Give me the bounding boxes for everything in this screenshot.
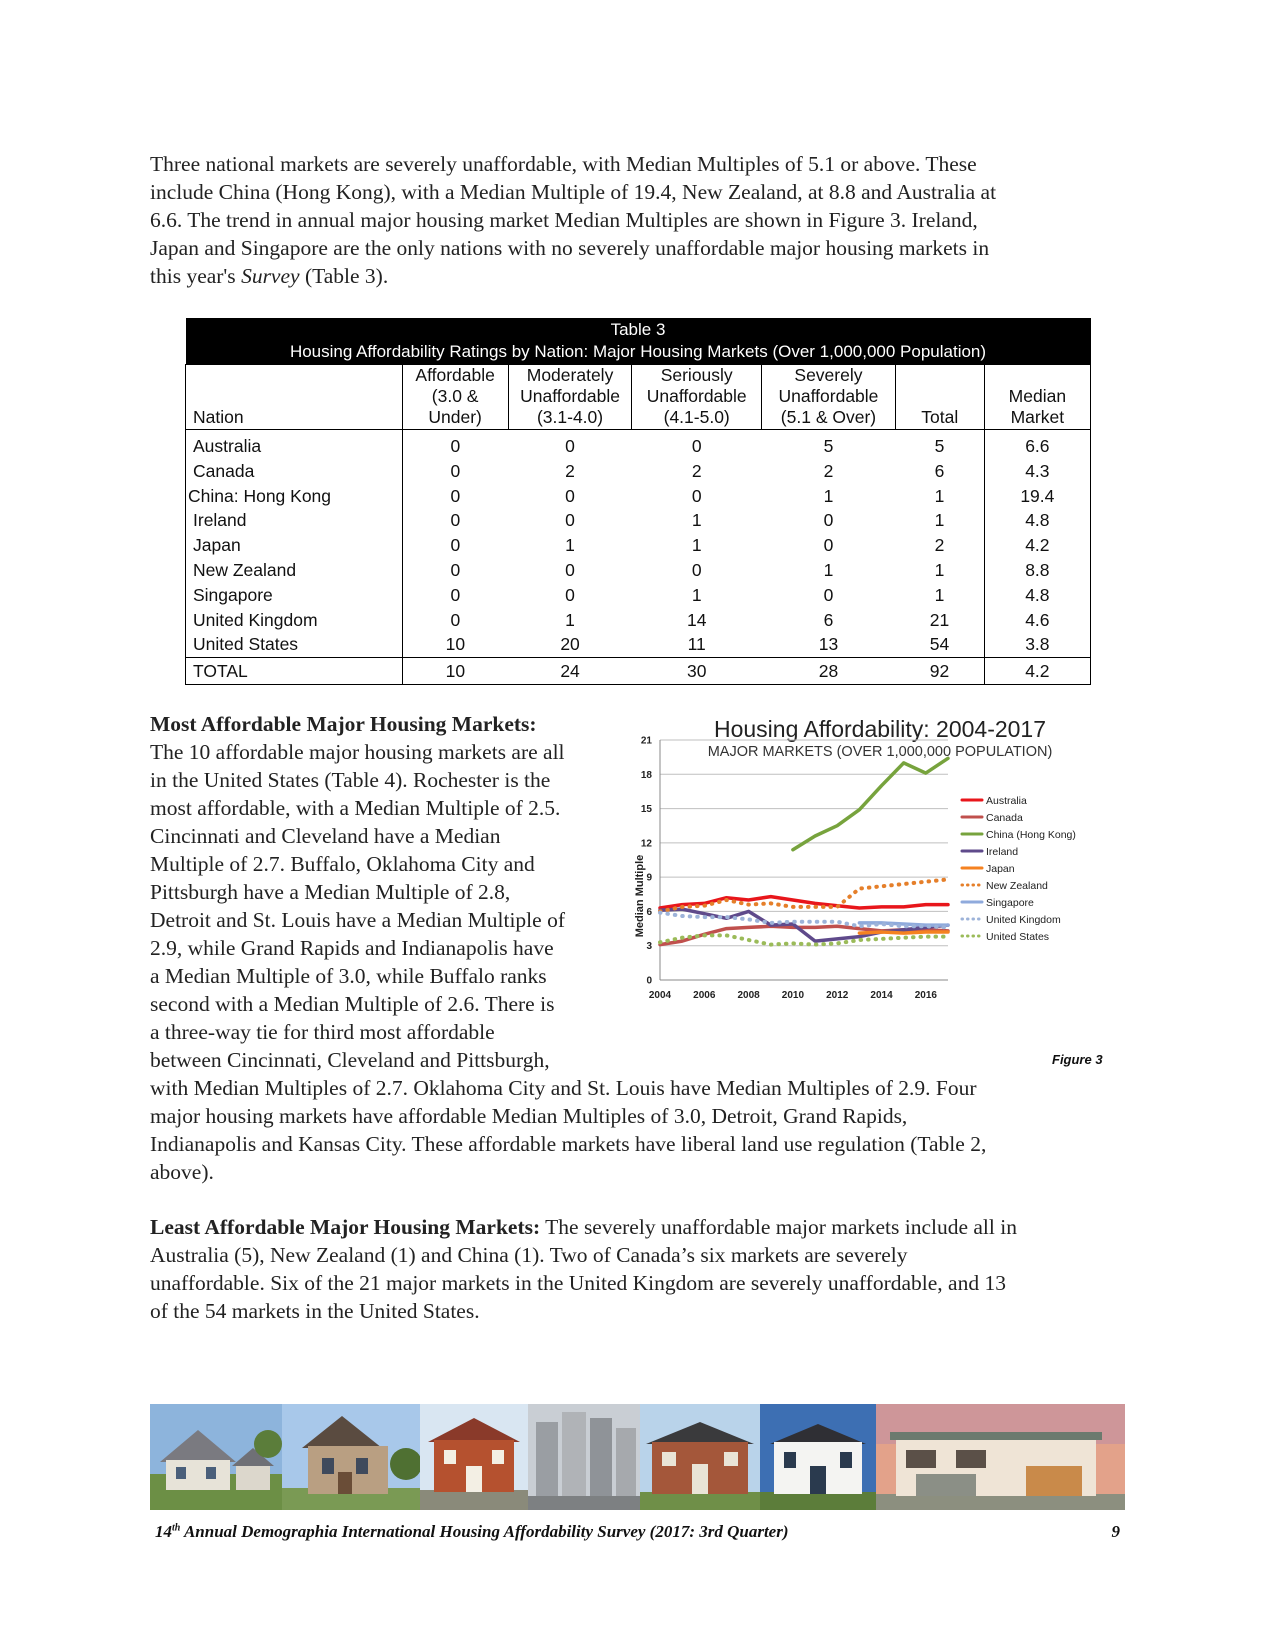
cell: 4.3 bbox=[984, 459, 1090, 484]
cell: 0 bbox=[450, 609, 461, 630]
cell-nation: New Zealand bbox=[186, 558, 403, 583]
table-row bbox=[186, 484, 1091, 509]
legend-label: China (Hong Kong) bbox=[986, 829, 1076, 841]
cell-nation: Australia bbox=[186, 430, 403, 459]
house-photo-strip bbox=[150, 1404, 1125, 1510]
x-tick-label: 2010 bbox=[781, 990, 805, 1001]
y-tick-label: 15 bbox=[640, 804, 652, 816]
cell-nation: Ireland bbox=[186, 508, 403, 533]
header-line: Unaffordable bbox=[646, 386, 747, 406]
chart-axes bbox=[641, 736, 948, 1002]
intro-line: Three national markets are severely unaffordable, with Median Multiples of 5.1 or above. These bbox=[150, 152, 977, 176]
house-photo-5 bbox=[760, 1404, 876, 1510]
col-header-seriously bbox=[632, 365, 762, 430]
body-line: with Median Multiples of 2.7. Oklahoma City and St. Louis have Median Multiples of 2.9. Four bbox=[150, 1076, 977, 1100]
y-tick-label: 21 bbox=[640, 735, 652, 747]
cell: 1 bbox=[691, 535, 702, 556]
cell: 1 bbox=[934, 559, 945, 580]
col-header-severely bbox=[762, 365, 896, 430]
col-header-total: Total bbox=[895, 365, 984, 430]
intro-line: Japan and Singapore are the only nations with no severely unaffordable major housing markets in bbox=[150, 236, 990, 260]
cell-nation: United Kingdom bbox=[186, 608, 403, 633]
cell: 4.2 bbox=[984, 658, 1090, 685]
cell-nation: TOTAL bbox=[186, 658, 403, 685]
y-tick-label: 6 bbox=[646, 906, 652, 918]
body-line: Detroit and St. Louis have a Median Multiple of bbox=[150, 908, 565, 932]
cell: 0 bbox=[450, 535, 461, 556]
legend-label: United States bbox=[986, 931, 1050, 943]
cell: 0 bbox=[691, 559, 702, 580]
cell: 0 bbox=[450, 436, 461, 456]
legend-label: Japan bbox=[986, 863, 1015, 875]
housing-affordability-chart bbox=[630, 712, 1130, 1072]
chart-title: Housing Affordability: 2004-2017 bbox=[713, 716, 1047, 742]
y-tick-label: 12 bbox=[640, 838, 652, 850]
chart-subtitle: MAJOR MARKETS (OVER 1,000,000 POPULATION) bbox=[707, 744, 1053, 760]
page-number: 9 bbox=[1111, 1522, 1120, 1541]
body-text: The severely unaffordable major markets include all in bbox=[540, 1215, 1017, 1239]
series-line-japan bbox=[859, 932, 948, 933]
cell: 0 bbox=[450, 510, 461, 531]
body-line: a three-way tie for third most affordable bbox=[150, 1020, 495, 1044]
body-line: The 10 affordable major housing markets are all bbox=[150, 740, 565, 764]
cell: 1 bbox=[934, 485, 945, 506]
cell: 0 bbox=[450, 460, 461, 481]
house-photo-4 bbox=[640, 1404, 760, 1510]
header-line: Median bbox=[1008, 386, 1067, 406]
intro-text: (Table 3). bbox=[299, 264, 389, 288]
cell: 1 bbox=[565, 535, 575, 556]
cell: 0 bbox=[691, 436, 702, 456]
header-line: Affordable bbox=[415, 365, 495, 385]
body-line: of the 54 markets in the United States. bbox=[150, 1299, 480, 1323]
header-line: Market bbox=[1010, 407, 1065, 427]
cell: 92 bbox=[895, 658, 984, 685]
header-line: Unaffordable bbox=[778, 386, 879, 406]
table-body bbox=[186, 430, 1091, 658]
cell: 3.8 bbox=[984, 632, 1090, 657]
cell-nation: Singapore bbox=[186, 583, 403, 608]
cell: 28 bbox=[762, 658, 896, 685]
cell: 30 bbox=[632, 658, 762, 685]
col-header-moderately bbox=[508, 365, 632, 430]
col-header-affordable bbox=[402, 365, 508, 430]
body-line: 2.9, while Grand Rapids and Indianapolis have bbox=[150, 936, 554, 960]
cell: 4.2 bbox=[984, 533, 1090, 558]
x-tick-label: 2006 bbox=[693, 990, 716, 1001]
intro-text: this year's bbox=[150, 264, 242, 288]
cell: 1 bbox=[565, 609, 575, 630]
body-line: second with a Median Multiple of 2.6. There is bbox=[150, 992, 555, 1016]
cell: 6 bbox=[934, 460, 945, 481]
body-line: Australia (5), New Zealand (1) and China (1). Two of Canada’s six markets are severely bbox=[150, 1243, 908, 1267]
intro-paragraph bbox=[150, 150, 1110, 290]
cell: 0 bbox=[691, 485, 702, 506]
body-line: Indianapolis and Kansas City. These affordable markets have liberal land use regulation (Table 2, bbox=[150, 1132, 987, 1156]
intro-line: include China (Hong Kong), with a Median Multiple of 19.4, New Zealand, at 8.8 and Australia at bbox=[150, 180, 997, 204]
house-photo-2 bbox=[282, 1404, 420, 1510]
table-row bbox=[186, 533, 1091, 558]
house-photo-1 bbox=[150, 1404, 282, 1510]
cell: 10 bbox=[402, 658, 508, 685]
cell-nation: Japan bbox=[186, 533, 403, 558]
footer-title bbox=[155, 1522, 789, 1541]
col-header-nation: Nation bbox=[186, 365, 403, 430]
cell: 4.8 bbox=[984, 508, 1090, 533]
cell-nation: Canada bbox=[186, 459, 403, 484]
legend-label: Ireland bbox=[986, 846, 1019, 858]
cell: 0 bbox=[450, 485, 461, 506]
x-tick-label: 2016 bbox=[914, 990, 937, 1001]
table-row bbox=[186, 508, 1091, 533]
cell: 5 bbox=[823, 436, 834, 456]
section-heading: Least Affordable Major Housing Markets: bbox=[150, 1215, 541, 1239]
cell: 4.6 bbox=[984, 608, 1090, 633]
legend-label: New Zealand bbox=[986, 880, 1048, 892]
legend-label: Singapore bbox=[986, 897, 1034, 909]
y-tick-label: 0 bbox=[646, 975, 652, 987]
body-line: in the United States (Table 4). Rochester is the bbox=[150, 768, 551, 792]
header-line: Unaffordable bbox=[520, 386, 620, 406]
cell: 6 bbox=[823, 609, 834, 630]
cell: 11 bbox=[687, 634, 706, 655]
cell: 1 bbox=[823, 485, 834, 506]
body-line: above). bbox=[150, 1160, 214, 1184]
cell: 1 bbox=[691, 584, 702, 605]
cell: 21 bbox=[929, 609, 950, 630]
y-tick-label: 18 bbox=[640, 769, 652, 781]
cell: 0 bbox=[565, 436, 575, 456]
body-line: Multiple of 2.7. Buffalo, Oklahoma City and bbox=[150, 852, 535, 876]
chart-series-group bbox=[660, 758, 948, 944]
table-row bbox=[186, 583, 1091, 608]
cell: 2 bbox=[823, 460, 834, 481]
cell: 0 bbox=[450, 559, 461, 580]
y-tick-label: 3 bbox=[646, 941, 652, 953]
header-line: Under) bbox=[428, 407, 482, 427]
cell: 13 bbox=[818, 634, 839, 655]
cell: 0 bbox=[565, 510, 575, 531]
table-header-row bbox=[186, 365, 1091, 430]
body-line: major housing markets have affordable Median Multiples of 3.0, Detroit, Grand Rapids, bbox=[150, 1104, 908, 1128]
most-affordable-continued bbox=[150, 1074, 1110, 1186]
cell: 54 bbox=[929, 634, 950, 655]
cell: 19.4 bbox=[984, 484, 1090, 509]
cell: 24 bbox=[508, 658, 632, 685]
cell: 10 bbox=[445, 634, 466, 655]
body-line: between Cincinnati, Cleveland and Pittsburgh, bbox=[150, 1048, 550, 1072]
header-line: Severely bbox=[794, 365, 863, 385]
cell: 0 bbox=[565, 485, 575, 506]
x-tick-label: 2014 bbox=[870, 990, 893, 1001]
most-affordable-section bbox=[150, 710, 620, 1074]
cell: 4.8 bbox=[984, 583, 1090, 608]
cell: 0 bbox=[823, 584, 834, 605]
table-title: Table 3 bbox=[186, 318, 1091, 340]
x-tick-label: 2012 bbox=[826, 990, 849, 1001]
cell: 2 bbox=[691, 460, 702, 481]
series-line-china-hong-kong bbox=[793, 758, 948, 849]
col-header-median bbox=[984, 365, 1090, 430]
table-subtitle: Housing Affordability Ratings by Nation: Major Housing Markets (Over 1,000,000 Population) bbox=[186, 340, 1091, 365]
series-line-singapore bbox=[859, 923, 948, 925]
cell-nation: United States bbox=[186, 632, 403, 657]
cell: 14 bbox=[686, 609, 707, 630]
cell: 6.6 bbox=[984, 430, 1090, 459]
apartment-towers-photo bbox=[528, 1404, 640, 1510]
intro-line bbox=[150, 262, 1110, 290]
legend-label: Australia bbox=[986, 795, 1027, 807]
table-row bbox=[186, 608, 1091, 633]
x-tick-label: 2004 bbox=[648, 990, 672, 1001]
header-line: (3.0 & bbox=[431, 386, 479, 406]
cell: 0 bbox=[450, 584, 461, 605]
footer-text: Annual Demographia International Housing Affordability Survey (2017: 3rd Quarter) bbox=[180, 1522, 789, 1541]
header-line: (5.1 & Over) bbox=[780, 407, 877, 427]
cell: 1 bbox=[823, 559, 834, 580]
least-affordable-section bbox=[150, 1213, 1130, 1325]
cell: 1 bbox=[691, 510, 702, 531]
cell: 1 bbox=[934, 510, 945, 531]
y-tick-label: 9 bbox=[646, 872, 652, 884]
series-line-united-states bbox=[660, 935, 948, 944]
cell: 20 bbox=[560, 634, 580, 655]
chart-legend bbox=[962, 795, 1076, 943]
section-heading: Most Affordable Major Housing Markets: bbox=[150, 712, 537, 736]
cell: 2 bbox=[934, 535, 945, 556]
header-line: Seriously bbox=[660, 365, 733, 385]
table-row bbox=[186, 459, 1091, 484]
header-line: (3.1-4.0) bbox=[536, 407, 604, 427]
legend-label: Canada bbox=[986, 812, 1023, 824]
figure-label: Figure 3 bbox=[1052, 1052, 1103, 1067]
cell: 0 bbox=[823, 510, 834, 531]
intro-emphasis: Survey bbox=[241, 264, 300, 288]
legend-label: United Kingdom bbox=[986, 914, 1061, 926]
footer-superscript: th bbox=[172, 1522, 181, 1534]
header-line: Moderately bbox=[526, 365, 614, 385]
body-line: a Median Multiple of 3.0, while Buffalo ranks bbox=[150, 964, 547, 988]
body-line: most affordable, with a Median Multiple of 2.5. bbox=[150, 796, 561, 820]
cell-nation: China: Hong Kong bbox=[186, 484, 403, 509]
chart-grid bbox=[660, 740, 948, 980]
table-row bbox=[186, 558, 1091, 583]
cell: 1 bbox=[934, 584, 945, 605]
cell: 5 bbox=[934, 436, 945, 456]
table-row bbox=[186, 632, 1091, 657]
table-row bbox=[186, 430, 1091, 459]
page-footer bbox=[155, 1522, 1120, 1542]
body-line: Cincinnati and Cleveland have a Median bbox=[150, 824, 501, 848]
body-line: Pittsburgh have a Median Multiple of 2.8, bbox=[150, 880, 511, 904]
y-axis-label: Median Multiple bbox=[634, 854, 646, 938]
table-total-row bbox=[186, 658, 1091, 685]
house-photo-3 bbox=[420, 1404, 528, 1510]
cell: 2 bbox=[565, 460, 575, 481]
house-photo-6 bbox=[876, 1404, 1125, 1510]
header-line: (4.1-5.0) bbox=[663, 407, 730, 427]
cell: 0 bbox=[565, 559, 575, 580]
intro-line: 6.6. The trend in annual major housing market Median Multiples are shown in Figure 3. Ireland, bbox=[150, 208, 978, 232]
cell: 0 bbox=[565, 584, 575, 605]
footer-text: 14 bbox=[155, 1522, 172, 1541]
body-line: unaffordable. Six of the 21 major markets in the United Kingdom are severely unaffordable, and 13 bbox=[150, 1271, 1006, 1295]
x-tick-label: 2008 bbox=[737, 990, 760, 1001]
body-line bbox=[150, 1213, 1130, 1241]
cell: 8.8 bbox=[984, 558, 1090, 583]
table-3 bbox=[185, 318, 1091, 685]
cell: 0 bbox=[823, 535, 834, 556]
